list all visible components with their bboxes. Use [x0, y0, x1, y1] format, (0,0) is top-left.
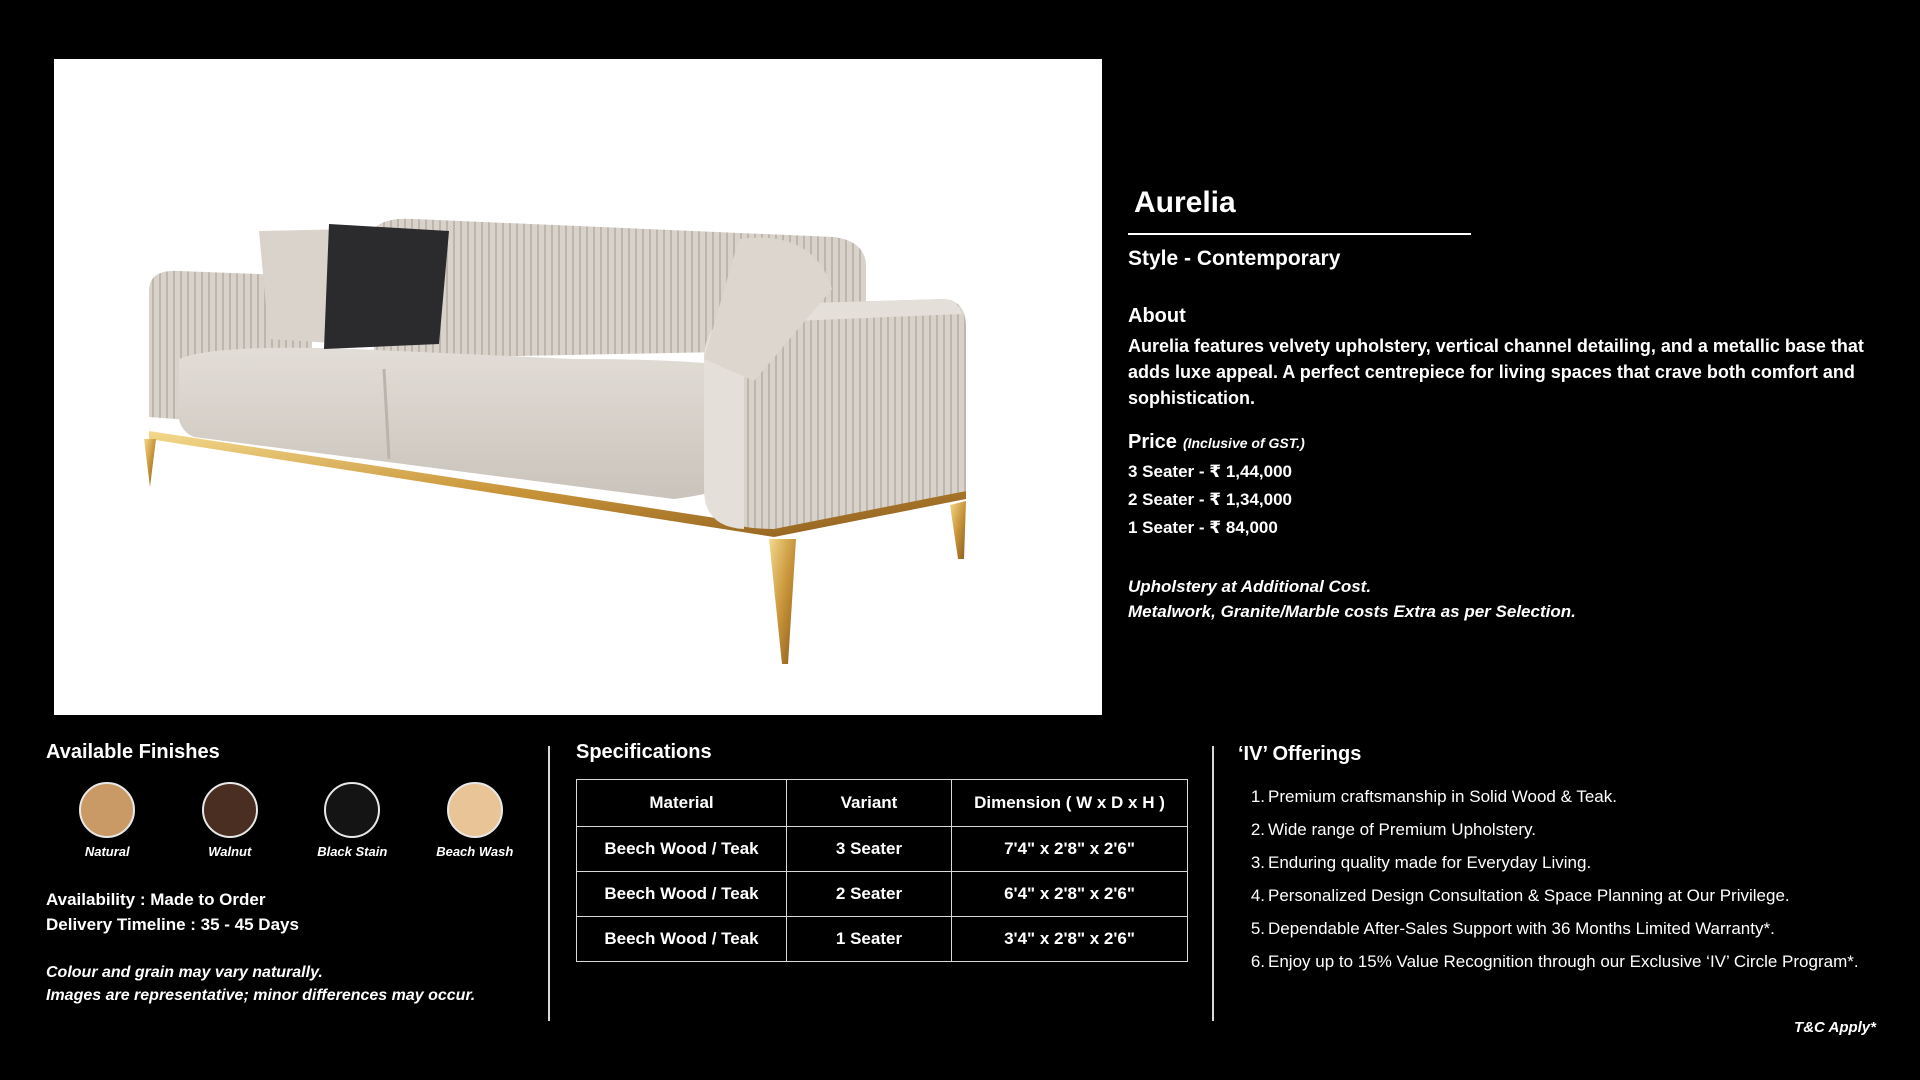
column-header: Dimension ( W x D x H ) — [952, 780, 1188, 827]
table-header-row — [577, 780, 1188, 827]
finishes-heading: Available Finishes — [46, 741, 220, 763]
column-divider — [1212, 746, 1214, 1021]
table-row — [577, 872, 1188, 917]
table-cell: 6'4" x 2'8" x 2'6" — [952, 872, 1188, 917]
product-title: Aurelia — [1134, 186, 1236, 219]
cost-note: Metalwork, Granite/Marble costs Extra as per Selection. — [1128, 602, 1576, 621]
item-text: Premium craftsmanship in Solid Wood & Teak. — [1268, 787, 1617, 806]
item-number: 5. — [1250, 919, 1265, 938]
swatch-label: Beach Wash — [436, 844, 514, 859]
price-heading — [1128, 431, 1868, 454]
availability-block — [46, 887, 536, 937]
product-style: Style - Contemporary — [1128, 247, 1341, 270]
item-number: 6. — [1250, 952, 1265, 971]
table-cell: Beech Wood / Teak — [577, 827, 787, 872]
item-number: 3. — [1250, 853, 1265, 872]
swatch-circle — [79, 782, 135, 838]
disclaimer-line: Colour and grain may vary naturally. — [46, 964, 323, 981]
list-item — [1238, 780, 1878, 813]
list-item — [1238, 945, 1878, 978]
about-text: Aurelia features velvety upholstery, vertical channel detailing, and a metallic base that adds luxe appeal. A perfect centrepiece for living spaces that crave both comfort and sophistication. — [1128, 336, 1864, 408]
price-row: 2 Seater - ₹ 1,34,000 — [1128, 490, 1292, 509]
finish-black-stain[interactable] — [291, 782, 414, 859]
specifications-section — [576, 741, 1188, 962]
column-header: Material — [577, 780, 787, 827]
delivery-timeline: Delivery Timeline : 35 - 45 Days — [46, 915, 299, 934]
table-cell: 2 Seater — [787, 872, 952, 917]
item-text: Enjoy up to 15% Value Recognition through our Exclusive ‘IV’ Circle Program*. — [1268, 952, 1859, 971]
table-cell: 3 Seater — [787, 827, 952, 872]
swatch-circle — [447, 782, 503, 838]
swatch-circle — [202, 782, 258, 838]
swatch-circle — [324, 782, 380, 838]
finish-beach-wash[interactable] — [414, 782, 537, 859]
sofa-illustration — [54, 59, 1102, 715]
list-item — [1238, 846, 1878, 879]
price-note: (Inclusive of GST.) — [1182, 435, 1305, 451]
product-image — [54, 59, 1102, 715]
item-number: 2. — [1250, 820, 1265, 839]
item-text: Enduring quality made for Everyday Living. — [1268, 853, 1592, 872]
about-heading: About — [1128, 305, 1186, 327]
table-cell: 7'4" x 2'8" x 2'6" — [952, 827, 1188, 872]
offerings-list — [1238, 780, 1878, 978]
disclaimer-block — [46, 961, 536, 1007]
cost-note: Upholstery at Additional Cost. — [1128, 577, 1372, 596]
column-divider — [548, 746, 550, 1021]
offerings-section — [1238, 743, 1878, 978]
swatch-label: Black Stain — [317, 844, 388, 859]
finish-walnut[interactable] — [169, 782, 292, 859]
column-header: Variant — [787, 780, 952, 827]
table-cell: 1 Seater — [787, 917, 952, 962]
finishes-section — [46, 741, 536, 1007]
title-underline — [1128, 233, 1471, 235]
price-heading-label: Price — [1128, 431, 1177, 453]
cost-notes — [1128, 574, 1868, 624]
table-row — [577, 917, 1188, 962]
product-info — [1128, 186, 1868, 624]
specifications-table — [576, 779, 1188, 962]
item-text: Wide range of Premium Upholstery. — [1268, 820, 1537, 839]
item-text: Personalized Design Consultation & Space Planning at Our Privilege. — [1268, 886, 1790, 905]
list-item — [1238, 813, 1878, 846]
swatch-label: Natural — [84, 844, 130, 859]
price-row: 1 Seater - ₹ 84,000 — [1128, 518, 1278, 537]
table-cell: 3'4" x 2'8" x 2'6" — [952, 917, 1188, 962]
specifications-heading: Specifications — [576, 741, 712, 763]
offerings-heading: ‘IV’ Offerings — [1238, 743, 1362, 765]
list-item — [1238, 879, 1878, 912]
item-text: Dependable After-Sales Support with 36 Months Limited Warranty*. — [1268, 919, 1775, 938]
availability-line: Availability : Made to Order — [46, 890, 266, 909]
table-row — [577, 827, 1188, 872]
item-number: 1. — [1250, 787, 1265, 806]
terms-note: T&C Apply* — [1794, 1019, 1876, 1036]
table-cell: Beech Wood / Teak — [577, 872, 787, 917]
finish-natural[interactable] — [46, 782, 169, 859]
list-item — [1238, 912, 1878, 945]
table-cell: Beech Wood / Teak — [577, 917, 787, 962]
price-row: 3 Seater - ₹ 1,44,000 — [1128, 462, 1292, 481]
item-number: 4. — [1250, 886, 1265, 905]
swatch-label: Walnut — [208, 844, 252, 859]
finish-swatches — [46, 782, 536, 859]
disclaimer-line: Images are representative; minor differences may occur. — [46, 987, 476, 1004]
